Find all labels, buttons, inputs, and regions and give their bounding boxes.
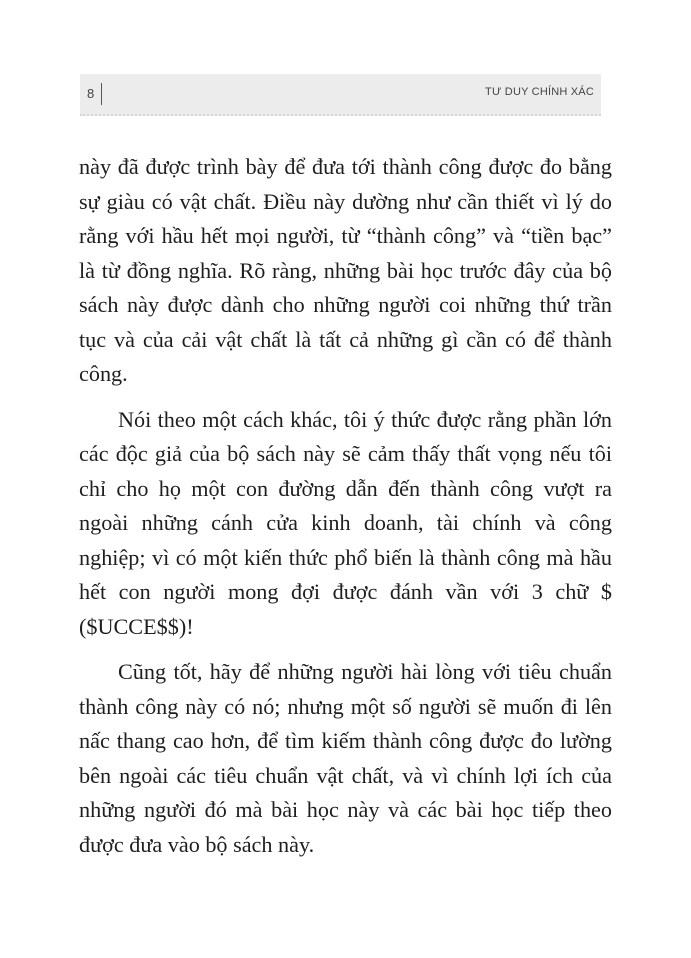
body-text bbox=[79, 150, 612, 873]
paragraph-1: này đã được trình bày để đưa tới thành công được đo bằng sự giàu có vật chất. Điều này dường như cần thiết vì lý do rằng với hầu hết mọi người, từ “thành công” và “tiền bạc” là từ đồng nghĩa. Rõ ràng, những bài học trước đây của bộ sách này được dành cho những người coi những thứ trần tục và của cải vật chất là tất cả những gì cần có để thành công. bbox=[79, 154, 612, 386]
running-header bbox=[80, 74, 601, 116]
paragraph-2: Nói theo một cách khác, tôi ý thức được rằng phần lớn các độc giả của bộ sách này sẽ cảm thấy thất vọng nếu tôi chỉ cho họ một con đường dẫn đến thành công vượt ra ngoài những cánh cửa kinh doanh, tài chính và công nghiệp; vì có một kiến thức phổ biến là thành công mà hầu hết con người mong đợi được đánh vần với 3 chữ $ ($UCCE$$)! bbox=[79, 406, 612, 639]
page-number: 8 bbox=[87, 86, 95, 101]
book-title: TƯ DUY CHÍNH XÁC bbox=[485, 86, 594, 98]
paragraph-3: Cũng tốt, hãy để những người hài lòng với tiêu chuẩn thành công này có nó; nhưng một số người sẽ muốn đi lên nấc thang cao hơn, để tìm kiếm thành công được đo lường bên ngoài các tiêu chuẩn vật chất, và vì chính lợi ích của những người đó mà bài học này và các bài học tiếp theo được đưa vào bộ sách này. bbox=[79, 659, 612, 857]
header-divider bbox=[101, 83, 102, 105]
